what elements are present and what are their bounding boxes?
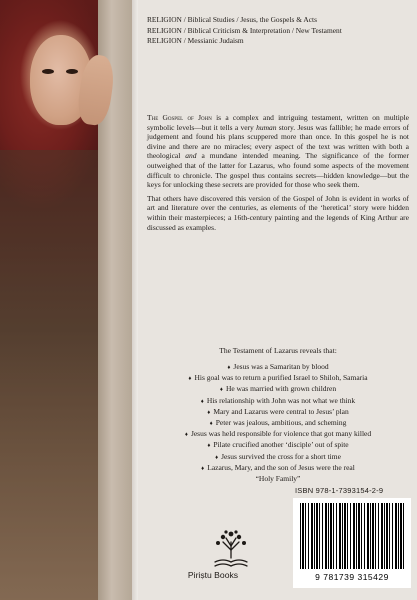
list-item: ♦ Lazarus, Mary, and the son of Jesus were the real — [201, 462, 355, 472]
list-item: ♦ Jesus survived the cross for a short time — [215, 451, 341, 461]
publisher-name: Piriṣtu Books — [187, 570, 239, 580]
list-item: ♦ Jesus was held responsible for violence that got many killed — [184, 429, 372, 439]
shawl-shape — [0, 150, 110, 600]
list-item: ♦ Pilate crucified another ‘disciple’ out of spite — [207, 440, 349, 450]
description-paragraph-1: The Gospel of John is a complex and intriguing testament, written on multiple symbolic levels—but it tells a very human story. Jesus was fallible; he made errors of judgement and found his plans scuppered more than once. In this gospel he is not divine and there are no miracles; every aspect of the text was written with both a theological and a mundane intended meaning. The significance of the former outweighed that of the latter for Lazarus, who found some aspects of the movement difficult to chronicle. The gospel thus contains secrets—hidden knowledge—but the keys for unlocking these secrets are provided for those who seek them. — [147, 113, 409, 190]
diamond-bullet-icon: ♦ — [184, 432, 188, 439]
diamond-bullet-icon: ♦ — [207, 409, 211, 416]
diamond-bullet-icon: ♦ — [209, 421, 213, 428]
diamond-bullet-icon: ♦ — [227, 365, 231, 371]
diamond-bullet-icon: ♦ — [215, 454, 219, 461]
diamond-bullet-icon: ♦ — [201, 465, 205, 472]
list-item: ♦ Peter was jealous, ambitious, and scheming — [209, 418, 347, 428]
diamond-bullet-icon: ♦ — [200, 398, 204, 405]
category-line: RELIGION / Biblical Criticism & Interpretation / New Testament — [147, 25, 342, 35]
publisher-logo — [176, 528, 286, 570]
diamond-bullet-icon: ♦ — [219, 387, 223, 394]
bisac-categories — [147, 15, 409, 47]
photo-divider — [132, 0, 138, 600]
category-line: RELIGION / Biblical Studies / Jesus, the Gospels & Acts — [147, 15, 317, 24]
list-item: ♦ Jesus was a Samaritan by blood — [227, 362, 329, 371]
reveals-heading: The Testament of Lazarus reveals that: — [219, 346, 337, 355]
list-item: ♦ He was married with grown children — [219, 384, 337, 394]
barcode-digits: 9 781739 315429 — [315, 572, 389, 582]
cover-photo-woman — [0, 0, 132, 600]
diamond-bullet-icon: ♦ — [207, 443, 211, 450]
list-item: ♦ His relationship with John was not what we think — [200, 395, 356, 405]
isbn-text: ISBN 978-1-7393154-2-9 — [295, 486, 384, 495]
list-item: ♦ Mary and Lazarus were central to Jesus’ plan — [207, 406, 349, 416]
barcode-icon — [300, 503, 404, 569]
reveals-list — [147, 362, 409, 484]
tree-book-icon — [209, 528, 253, 570]
category-line: RELIGION / Messianic Judaism — [147, 36, 244, 45]
description-text — [147, 113, 409, 232]
diamond-bullet-icon: ♦ — [188, 376, 192, 383]
description-paragraph-2: That others have discovered this version of the Gospel of John is evident in works of art and literature over the centuries, as elements of the ‘heretical’ story were hidden within their masterpieces; a 16th-century painting and the legends of King Arthur are discussed as examples. — [147, 193, 409, 232]
list-item-continuation: “Holy Family” — [255, 474, 301, 484]
list-item: ♦ His goal was to return a purified Israel to Shiloh, Samaria — [188, 373, 368, 383]
